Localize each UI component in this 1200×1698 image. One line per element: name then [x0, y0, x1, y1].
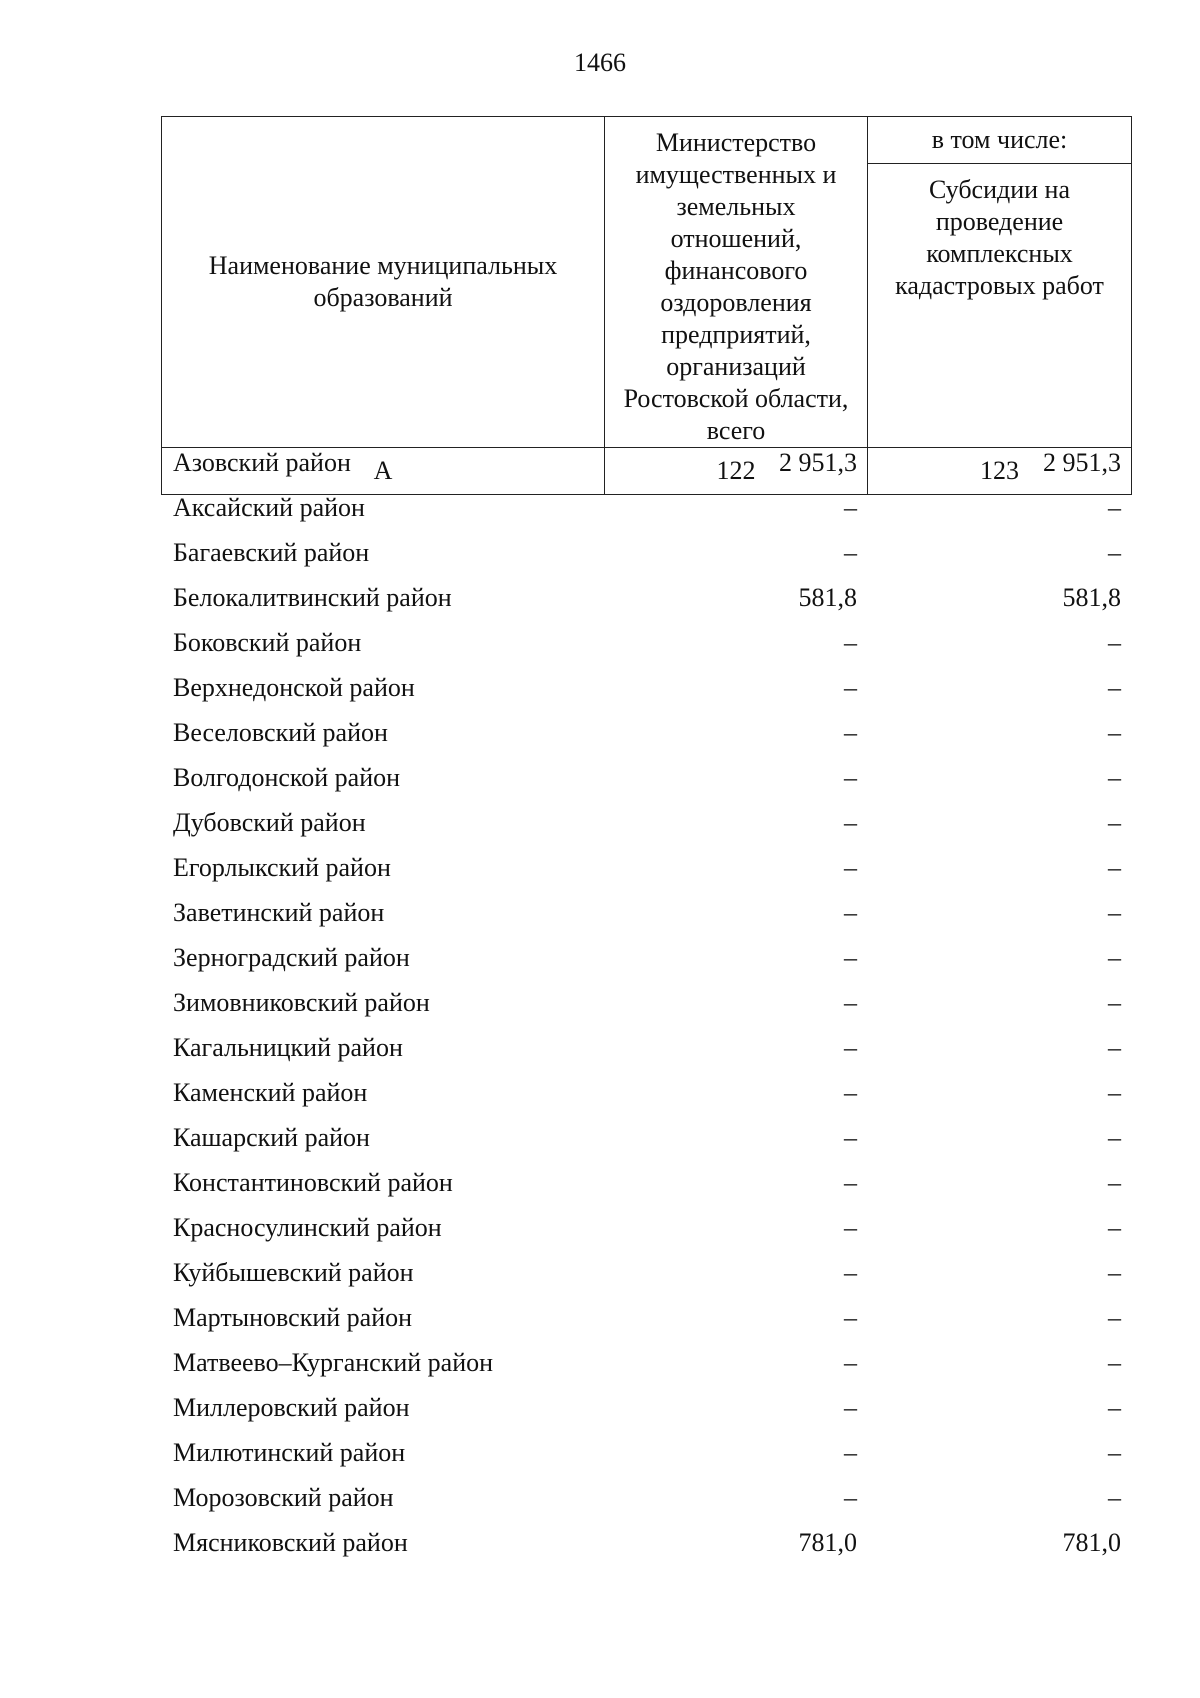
municipality-name: Мясниковский район — [173, 1527, 408, 1557]
subsidy-value: 2 951,3 — [1043, 447, 1121, 477]
subsidy-value: – — [1108, 987, 1121, 1017]
page-number: 1466 — [574, 48, 626, 77]
municipality-name: Заветинский район — [173, 897, 385, 927]
ministry-total-value: 781,0 — [798, 1527, 857, 1557]
header-subsidy: Субсидии на проведение комплексных кадастровых работ — [868, 164, 1132, 448]
municipality-name: Егорлыкский район — [173, 852, 391, 882]
table-row — [161, 1025, 1131, 1070]
subsidy-value: – — [1108, 807, 1121, 837]
header-including: в том числе: — [868, 117, 1132, 164]
municipality-name: Багаевский район — [173, 537, 370, 567]
ministry-total-value: – — [844, 1077, 857, 1107]
table-row — [161, 755, 1131, 800]
municipality-name: Зерноградский район — [173, 942, 410, 972]
ministry-total-value: – — [844, 897, 857, 927]
municipality-name: Веселовский район — [173, 717, 388, 747]
ministry-total-value: – — [844, 1257, 857, 1287]
municipality-name: Дубовский район — [173, 807, 366, 837]
table-row — [161, 485, 1131, 530]
municipality-name: Кашарский район — [173, 1122, 370, 1152]
table-row — [161, 1070, 1131, 1115]
subsidy-value: – — [1108, 897, 1121, 927]
ministry-total-value: – — [844, 807, 857, 837]
ministry-total-value: – — [844, 537, 857, 567]
municipality-name: Миллеровский район — [173, 1392, 410, 1422]
table-row — [161, 1520, 1131, 1565]
subsidy-value: – — [1108, 1032, 1121, 1062]
subsidy-value: – — [1108, 1167, 1121, 1197]
municipality-name: Константиновский район — [173, 1167, 453, 1197]
table-row — [161, 890, 1131, 935]
ministry-total-value: – — [844, 672, 857, 702]
table-row — [161, 1430, 1131, 1475]
subsidy-value: – — [1108, 1392, 1121, 1422]
ministry-total-value: – — [844, 492, 857, 522]
ministry-total-value: – — [844, 1302, 857, 1332]
ministry-total-value: – — [844, 852, 857, 882]
ministry-total-value: – — [844, 1437, 857, 1467]
municipality-name: Морозовский район — [173, 1482, 394, 1512]
table-row — [161, 1385, 1131, 1430]
subsidy-value: – — [1108, 627, 1121, 657]
municipality-name: Зимовниковский район — [173, 987, 430, 1017]
ministry-total-value: – — [844, 717, 857, 747]
municipality-name: Матвеево–Курганский район — [173, 1347, 494, 1377]
table-row — [161, 1115, 1131, 1160]
table-row — [161, 1250, 1131, 1295]
header-number-122: 122 — [605, 448, 868, 495]
municipality-name: Белокалитвинский район — [173, 582, 452, 612]
header-number-a: А — [162, 448, 605, 495]
municipality-name: Кагальницкий район — [173, 1032, 403, 1062]
municipality-name: Куйбышевский район — [173, 1257, 414, 1287]
municipality-name: Верхнедонской район — [173, 672, 415, 702]
ministry-total-value: 2 951,3 — [779, 447, 857, 477]
subsidy-value: – — [1108, 852, 1121, 882]
municipality-name: Аксайский район — [173, 492, 365, 522]
table-row — [161, 845, 1131, 890]
ministry-total-value: – — [844, 1122, 857, 1152]
table-row — [161, 620, 1131, 665]
ministry-total-value: – — [844, 987, 857, 1017]
ministry-total-value: – — [844, 1482, 857, 1512]
subsidy-value: – — [1108, 1077, 1121, 1107]
ministry-total-value: – — [844, 1347, 857, 1377]
ministry-total-value: – — [844, 627, 857, 657]
municipality-name: Красносулинский район — [173, 1212, 442, 1242]
ministry-total-value: – — [844, 762, 857, 792]
table-row — [161, 980, 1131, 1025]
subsidy-value: – — [1108, 1437, 1121, 1467]
table-row — [161, 440, 1131, 485]
header-number-123: 123 — [868, 448, 1132, 495]
municipality-name: Милютинский район — [173, 1437, 406, 1467]
ministry-total-value: – — [844, 1032, 857, 1062]
subsidy-value: – — [1108, 942, 1121, 972]
table-row — [161, 1205, 1131, 1250]
subsidy-value: – — [1108, 717, 1121, 747]
municipality-name: Азовский район — [173, 447, 351, 477]
table-row — [161, 1475, 1131, 1520]
header-municipality-name: Наименование муниципальных образований — [162, 117, 605, 448]
subsidy-value: – — [1108, 537, 1121, 567]
municipality-name: Боковский район — [173, 627, 362, 657]
table-row — [161, 1295, 1131, 1340]
table-row — [161, 710, 1131, 755]
subsidy-value: 781,0 — [1062, 1527, 1121, 1557]
subsidy-value: – — [1108, 1212, 1121, 1242]
subsidy-value: – — [1108, 672, 1121, 702]
subsidy-value: – — [1108, 492, 1121, 522]
municipality-name: Волгодонской район — [173, 762, 401, 792]
ministry-total-value: – — [844, 942, 857, 972]
table-row — [161, 575, 1131, 620]
table-header — [161, 116, 1132, 495]
table-row — [161, 530, 1131, 575]
ministry-total-value: – — [844, 1167, 857, 1197]
table-row — [161, 935, 1131, 980]
subsidy-value: – — [1108, 1482, 1121, 1512]
subsidy-value: – — [1108, 1347, 1121, 1377]
municipality-name: Мартыновский район — [173, 1302, 413, 1332]
header-ministry-total: Министерство имущественных и земельных отношений, финансового оздоровления предприятий, организаций Ростовской области, всего — [605, 117, 868, 448]
table-row — [161, 800, 1131, 845]
ministry-total-value: – — [844, 1392, 857, 1422]
subsidy-value: 581,8 — [1062, 582, 1121, 612]
subsidy-value: – — [1108, 1257, 1121, 1287]
subsidy-value: – — [1108, 1122, 1121, 1152]
ministry-total-value: – — [844, 1212, 857, 1242]
subsidy-value: – — [1108, 762, 1121, 792]
subsidy-value: – — [1108, 1302, 1121, 1332]
table-body — [161, 440, 1131, 1565]
municipality-name: Каменский район — [173, 1077, 368, 1107]
table-row — [161, 665, 1131, 710]
table-row — [161, 1160, 1131, 1205]
ministry-total-value: 581,8 — [798, 582, 857, 612]
table-row — [161, 1340, 1131, 1385]
